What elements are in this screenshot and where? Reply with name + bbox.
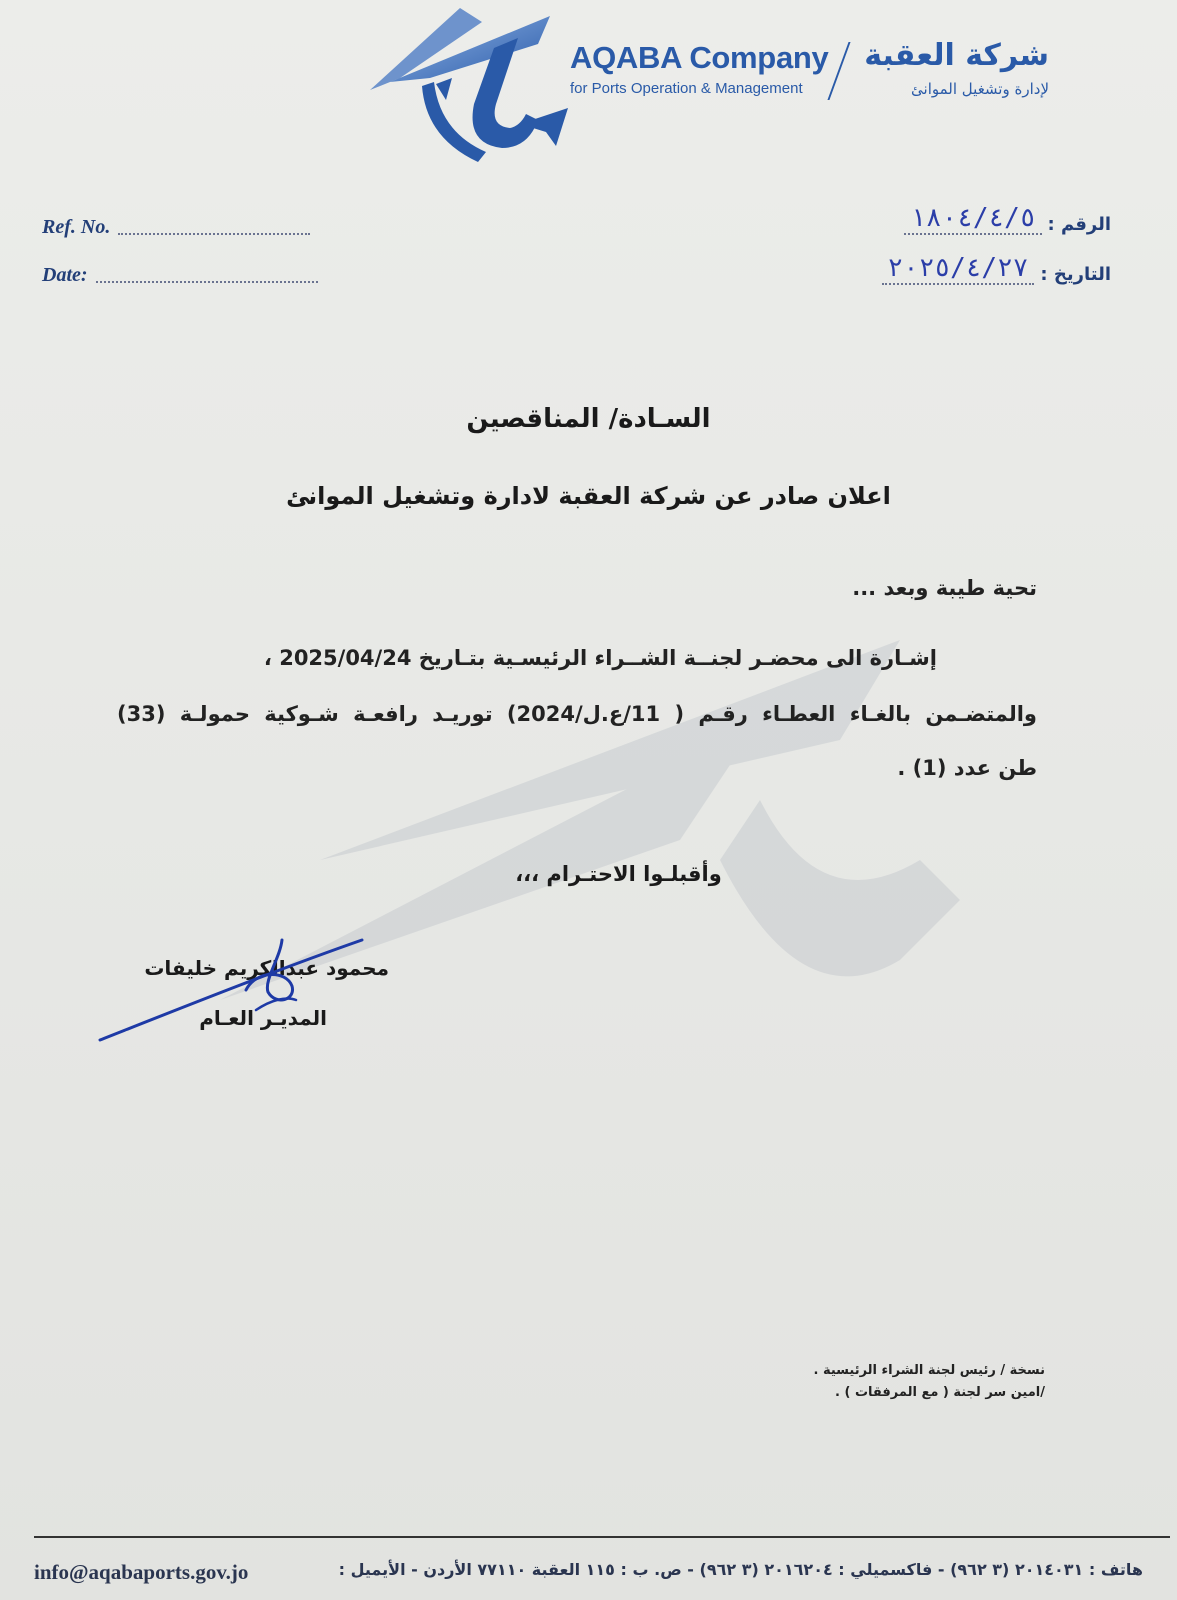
body-line-1: إشـارة الى محضـر لجنــة الشــراء الرئيسـية بتـاريخ 2025/04/24 ، <box>263 646 937 670</box>
ref-no-field-ar <box>904 204 1111 235</box>
date-label-ar: التاريخ : <box>1040 263 1111 285</box>
ref-no-blank <box>118 219 310 235</box>
date-value: ٢٠٢٥/٤/٢٧ <box>882 254 1035 285</box>
body-line-2: والمتضـمن بالغـاء العطـاء رقـم ( 11/ع.ل/2024) توريـد رافعـة شـوكية حمولـة (33) <box>117 702 1037 726</box>
salutation-heading: السـادة/ المناقصين <box>466 404 711 434</box>
cc-line-1: نسخة / رئيس لجنة الشراء الرئيسية . <box>813 1363 1045 1378</box>
subject-heading: اعلان صادر عن شركة العقبة لادارة وتشغيل الموانئ <box>286 482 891 510</box>
date-field-ar <box>882 254 1111 285</box>
body-line-3: طن عدد (1) . <box>897 756 1037 780</box>
carbon-copy-list <box>814 1360 1045 1404</box>
date-blank <box>96 267 318 283</box>
greeting-text: تحية طيبة وبعد ... <box>852 576 1037 600</box>
company-name-ar: شركة العقبة <box>864 38 1049 73</box>
company-name-en: AQABA Company <box>570 40 829 75</box>
ref-no-field-en <box>42 216 310 239</box>
ref-no-label: Ref. No. <box>42 216 111 238</box>
handwritten-signature-icon <box>96 930 386 1060</box>
logo-divider <box>827 42 850 100</box>
company-subtitle-ar: لإدارة وتشغيل الموانئ <box>911 80 1049 98</box>
ref-no-value: ١٨٠٤/٤/٥ <box>904 204 1041 235</box>
footer-email: info@aqabaports.gov.jo <box>34 1560 249 1584</box>
cc-line-2: /امين سر لجنة ( مع المرفقات ) . <box>835 1385 1045 1400</box>
date-label: Date: <box>42 264 88 286</box>
footer-divider <box>34 1536 1170 1538</box>
closing-regards: وأقبلـوا الاحتـرام ،،، <box>515 862 722 886</box>
company-logo-icon <box>370 8 590 168</box>
date-field-en <box>42 264 318 287</box>
signatory-name: محمود عبدالكريم خليفات <box>144 956 389 980</box>
company-subtitle-en: for Ports Operation & Management <box>570 80 803 97</box>
footer-contact-ar: هاتف : ٢٠١٤٠٣١ (٣ ٩٦٢) - فاكسميلي : ٢٠١٦٢٠٤ (٣ ٩٦٢) - ص. ب : ١١٥ العقبة ٧٧١١٠ الأردن - الأيميل : <box>338 1560 1143 1579</box>
ref-no-label-ar: الرقم : <box>1047 213 1111 235</box>
signatory-title: المديـر العـام <box>199 1006 327 1030</box>
